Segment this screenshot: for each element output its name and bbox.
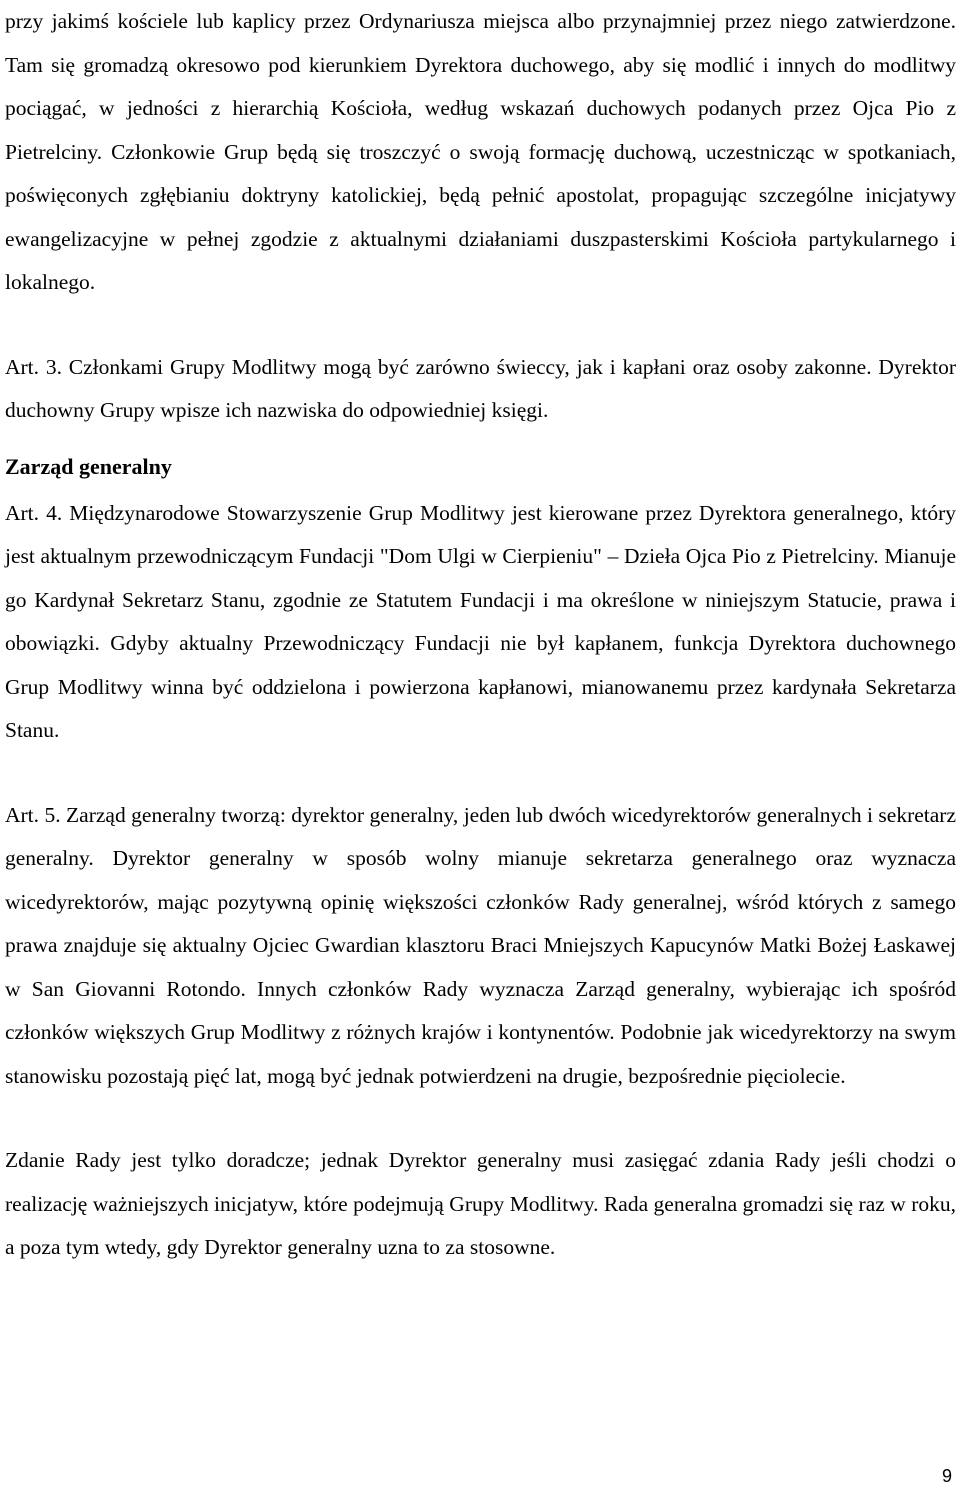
document-page [5,0,956,1270]
article-5: Art. 5. Zarząd generalny tworzą: dyrektor generalny, jeden lub dwóch wicedyrektorów generalnych i sekretarz generalny. Dyrektor generalny w sposób wolny mianuje sekretarza generalnego oraz wyznacza wicedyrektorów, mając pozytywną opinię większości członków Rady generalnej, wśród których z samego prawa znajduje się aktualny Ojciec Gwardian klasztoru Braci Mniejszych Kapucynów Matki Bożej Łaskawej w San Giovanni Rotondo. Innych członków Rady wyznacza Zarząd generalny, wybierając ich spośród członków większych Grup Modlitwy z różnych krajów i kontynentów. Podobnie jak wicedyrektorzy na swym stanowisku pozostają pięć lat, mogą być jednak potwierdzeni na drugie, bezpośrednie pięciolecie. [5,802,956,1088]
spacer [5,1098,956,1139]
article-3: Art. 3. Członkami Grupy Modlitwy mogą być zarówno świeccy, jak i kapłani oraz osoby zakonne. Dyrektor duchowny Grupy wpisze ich nazwiska do odpowiedniej księgi. [5,354,956,422]
spacer [5,305,956,346]
spacer [5,753,956,794]
paragraph-intro: przy jakimś kościele lub kaplicy przez Ordynariusza miejsca albo przynajmniej przez niego zatwierdzone. Tam się gromadzą okresowo pod kierunkiem Dyrektora duchowego, aby się modlić i innych do modlitwy pociągać, w jedności z hierarchią Kościoła, według wskazań duchowych podanych przez Ojca Pio z Pietrelciny. Członkowie Grup będą się troszczyć o swoją formację duchową, uczestnicząc w spotkaniach, poświęconych zgłębianiu doktryny katolickiej, będą pełnić apostolat, propagując szczególne inicjatywy ewangelizacyjne w pełnej zgodzie z aktualnymi działaniami duszpasterskimi Kościoła partykularnego i lokalnego. [5,9,956,294]
section-heading: Zarząd generalny [5,453,172,479]
paragraph-rada: Zdanie Rady jest tylko doradcze; jednak Dyrektor generalny musi zasięgać zdania Rady jeśli chodzi o realizację ważniejszych inicjatyw, które podejmują Grupy Modlitwy. Rada generalna gromadzi się raz w roku, a poza tym wtedy, gdy Dyrektor generalny uzna to za stosowne. [5,1148,956,1259]
spacer [5,433,956,450]
page-number: 9 [941,1466,952,1486]
article-4: Art. 4. Międzynarodowe Stowarzyszenie Grup Modlitwy jest kierowane przez Dyrektora generalnego, który jest aktualnym przewodniczącym Fundacji "Dom Ulgi w Cierpieniu" – Dzieła Ojca Pio z Pietrelciny. Mianuje go Kardynał Sekretarz Stanu, zgodnie ze Statutem Fundacji i ma określone w niniejszym Statucie, prawa i obowiązki. Gdyby aktualny Przewodniczący Fundacji nie był kapłanem, funkcja Dyrektora duchownego Grup Modlitwy winna być oddzielona i powierzona kapłanowi, mianowanemu przez kardynała Sekretarza Stanu. [5,500,956,742]
